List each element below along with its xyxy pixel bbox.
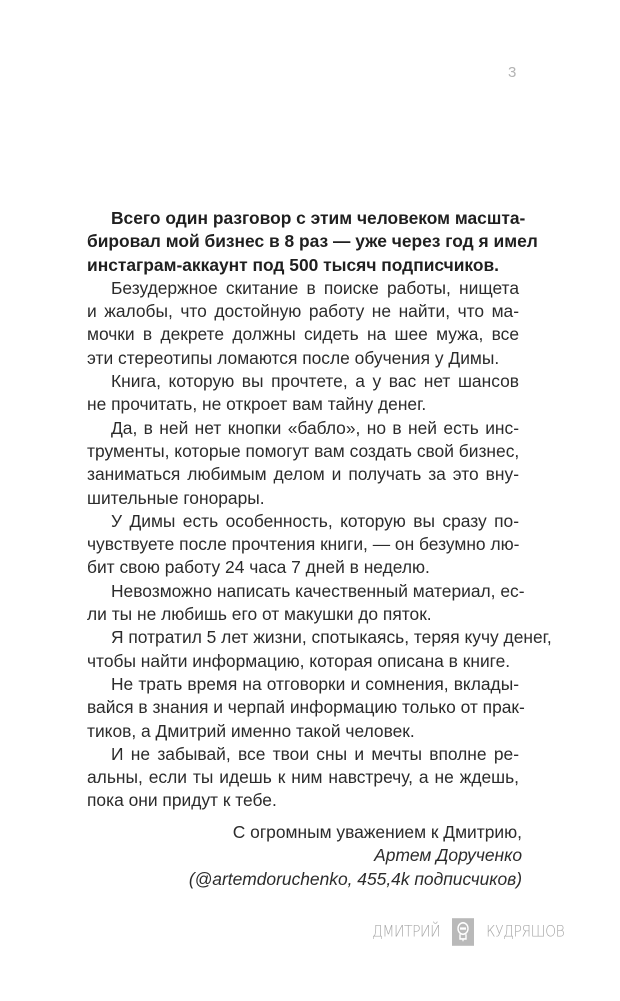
footer-last-name: КУДРЯШОВ [486, 922, 565, 942]
paragraph [87, 277, 519, 370]
body-text [87, 207, 552, 813]
paragraph [87, 417, 519, 510]
text-line: чувствуете после прочтения книги, — он безумно лю- [87, 534, 520, 555]
text-line: Книга, которую вы прочтете, а у вас нет шансов [111, 371, 519, 392]
text-line: ли ты не любишь его от макушки до пяток. [87, 604, 432, 625]
text-line: бит свою работу 24 часа 7 дней в неделю. [87, 557, 430, 578]
paragraph [87, 580, 525, 627]
text-line: заниматься любимым делом и получать за это вну- [87, 464, 519, 485]
text-line: не прочитать, не откроет вам тайну денег. [87, 394, 427, 415]
running-footer [372, 918, 564, 946]
text-line: Безудержное скитание в поиске работы, нищета [111, 277, 519, 298]
text-line: И не забывай, все твои сны и мечты вполне ре- [111, 743, 519, 764]
portrait-logo-icon [452, 918, 474, 946]
signature [189, 821, 522, 891]
signature-handle: (@artemdoruchenko, 455,4k подписчиков) [188, 868, 522, 889]
text-line: шительные гонорары. [87, 487, 265, 508]
paragraph [87, 510, 519, 580]
paragraph [87, 370, 519, 417]
text-line: Всего один разговор с этим человеком масшта- [111, 208, 526, 228]
page-number: 3 [508, 64, 517, 81]
text-line: инстаграм-аккаунт под 500 тысяч подписчиков. [87, 254, 500, 275]
text-line: Не трать время на отговорки и сомнения, вклады- [111, 673, 519, 694]
text-line: Я потратил 5 лет жизни, спотыкаясь, теряя кучу денег, [111, 627, 552, 648]
text-line: вайся в знания и черпай информацию только от прак- [87, 697, 525, 718]
text-line: пока они придут к тебе. [87, 790, 277, 811]
paragraph [87, 673, 525, 743]
text-line: эти стереотипы ломаются после обучения у Димы. [87, 347, 500, 368]
text-line: бировал мой бизнес в 8 раз — уже через год я имел [87, 231, 538, 252]
text-line: трументы, которые помогут вам создать свой бизнес, [87, 440, 520, 461]
signature-greeting: С огромным уважением к Дмитрию, [232, 822, 522, 842]
text-line: Невозможно написать качественный материал, ес- [111, 580, 525, 601]
text-line: альны, если ты идешь к ним навстречу, а не ждешь, [87, 767, 519, 788]
text-line: Да, в ней нет кнопки «бабло», но в ней есть инс- [111, 417, 519, 438]
text-line: мочки в декрете должны сидеть на шее мужа, все [87, 324, 519, 345]
footer-first-name: ДМИТРИЙ [372, 922, 441, 942]
text-line: чтобы найти информацию, которая описана в книге. [87, 650, 511, 671]
intro-paragraph-bold [87, 207, 538, 277]
text-line: и жалобы, что достойную работу не найти, что ма- [87, 301, 519, 322]
signature-author: Артем Дорученко [374, 845, 522, 866]
text-line: тиков, а Дмитрий именно такой человек. [87, 720, 415, 741]
paragraph [87, 743, 519, 813]
paragraph [87, 626, 552, 673]
text-line: У Димы есть особенность, которую вы сразу по- [111, 510, 519, 531]
